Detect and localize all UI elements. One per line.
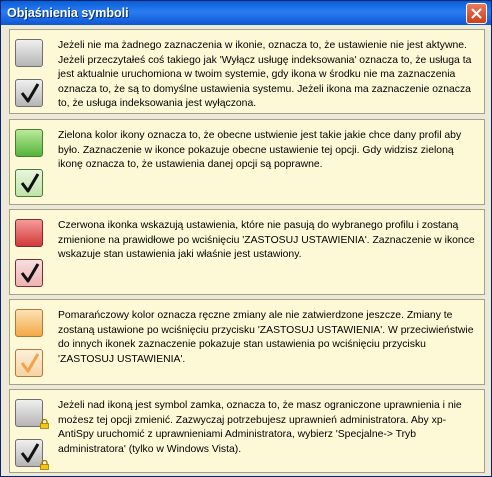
legend-description: Zielona kolor ikony oznacza to, że obecne ustwienie jest takie jakie chce dany profil aby było. Zaznaczenie w ikonce pokazuje obecne ustawienie tej opcji. Gdy widzisz zieloną ikonę oznacza to, że ustawienia danej opcji są poprawne. xyxy=(58,130,462,171)
legend-content xyxy=(5,29,487,473)
unchecked-green-box-icon xyxy=(15,129,43,157)
checkmark-icon xyxy=(18,261,42,285)
unchecked-red-box-icon xyxy=(15,219,43,247)
padlock-icon xyxy=(39,460,50,470)
padlock-icon xyxy=(39,419,50,429)
window-title: Objaśnienia symboli xyxy=(7,6,129,20)
legend-icons xyxy=(10,390,58,472)
checkmark-icon xyxy=(18,171,42,195)
close-button[interactable] xyxy=(466,3,487,24)
legend-description: Pomarańczowy kolor oznacza ręczne zmiany ale nie zatwierdzone jeszcze. Zmiany te zostaną ustawione po wciśnięciu przycisku 'ZASTOSUJ USTAWIENIA'. W przeciwieństwie do innych ikonek zaznaczenie pokazuje stan ustawienia po wciśnięciu przycisku 'ZASTOSUJ USTAWIENIA'. xyxy=(58,310,474,365)
legend-description: Czerwona ikonka wskazują ustawienia, które nie pasują do wybranego profilu i zostaną zmienione na prawidłowe po wciśnięciu 'ZASTOSUJ USTAWIENIA'. Zaznaczenie w ikonce wskazuje stan ustawienia jaki właśnie jest ustawiony. xyxy=(58,220,475,261)
legend-item-orange xyxy=(9,299,485,385)
checked-red-box-icon xyxy=(15,259,43,287)
legend-item-red xyxy=(9,209,485,295)
unchecked-gray-box-icon xyxy=(15,39,43,67)
legend-description: Jeżeli nad ikoną jest symbol zamka, oznacza to, że masz ograniczone uprawnienia i nie możesz tej opcji zmienić. Zazwyczaj potrzebujesz uprawnień administratora. Aby xp-AntiSpy uruchomić z uprawnieniami Administratora, wybierz 'Specjalne-> Tryb administratora' (tylko w Windows Vista). xyxy=(58,400,462,455)
title-bar[interactable] xyxy=(1,1,491,25)
checked-gray-box-icon xyxy=(15,79,43,107)
close-icon xyxy=(471,8,482,19)
legend-icons xyxy=(10,300,58,384)
legend-icons xyxy=(10,120,58,204)
unchecked-orange-box-icon xyxy=(15,309,43,337)
checked-green-box-icon xyxy=(15,169,43,197)
legend-item-gray xyxy=(9,29,485,114)
legend-item-locked xyxy=(9,389,485,473)
checked-orange-box-icon xyxy=(15,349,43,377)
legend-icons xyxy=(10,30,58,113)
checkmark-icon xyxy=(18,81,42,105)
legend-icons xyxy=(10,210,58,294)
checkmark-icon xyxy=(18,351,42,375)
legend-description: Jeżeli nie ma żadnego zaznaczenia w ikonie, oznacza to, że ustawienie nie jest aktywne. Jeżeli przeczytałeś coś takiego jak 'Wyłącz usługę indeksowania' oznacza to, że usługa ta jest aktualnie uruchomiona w twoim systemie, gdy ikona w środku nie ma zaznaczenia oznacza to, że są to domyślne ustawienia systemu. Jeżeli ikona ma zaznaczenie oznacza to, że usługa indeksowania jest wyłączona. xyxy=(58,40,472,110)
legend-item-green xyxy=(9,119,485,205)
